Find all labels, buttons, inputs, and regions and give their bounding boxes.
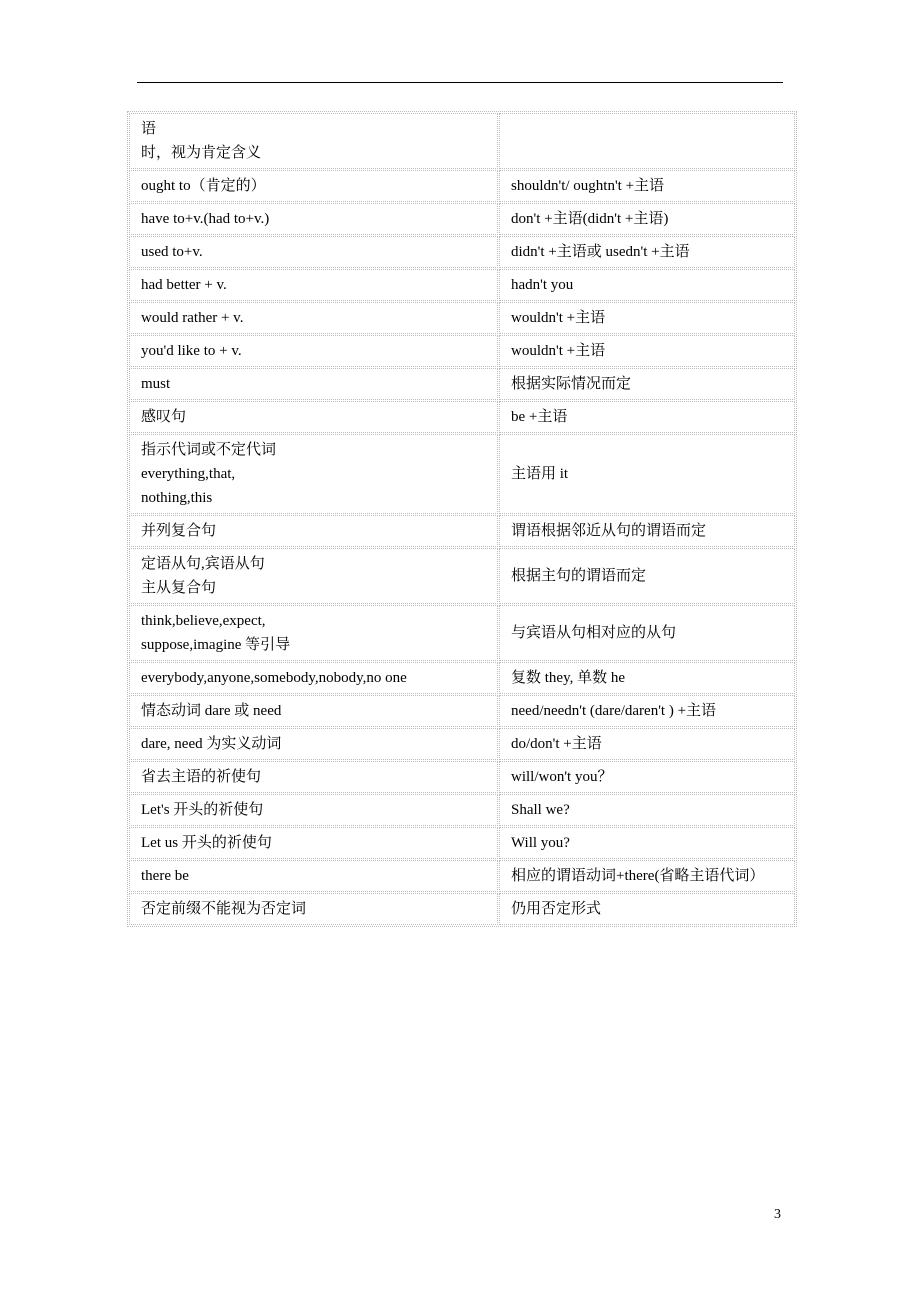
tag-question-cell: didn't +主语或 usedn't +主语 <box>499 236 795 268</box>
table-row <box>129 368 795 400</box>
structure-cell: there be <box>129 860 498 892</box>
structure-cell: 感叹句 <box>129 401 498 433</box>
table-row <box>129 401 795 433</box>
table-row <box>129 548 795 604</box>
grammar-table <box>127 111 797 927</box>
page-number: 3 <box>774 1207 781 1222</box>
table-row <box>129 662 795 694</box>
table-row <box>129 794 795 826</box>
tag-question-cell: need/needn't (dare/daren't ) +主语 <box>499 695 795 727</box>
table-row <box>129 269 795 301</box>
table-row <box>129 827 795 859</box>
table-row <box>129 302 795 334</box>
structure-cell: 省去主语的祈使句 <box>129 761 498 793</box>
table-body <box>129 113 795 925</box>
table-row <box>129 113 795 169</box>
tag-question-cell: 相应的谓语动词+there(省略主语代词） <box>499 860 795 892</box>
structure-cell: 指示代词或不定代词 everything,that, nothing,this <box>129 434 498 514</box>
table-row <box>129 434 795 514</box>
tag-question-cell: be +主语 <box>499 401 795 433</box>
table-row <box>129 236 795 268</box>
table-row <box>129 605 795 661</box>
tag-question-cell: hadn't you <box>499 269 795 301</box>
structure-cell: had better + v. <box>129 269 498 301</box>
structure-cell: ought to（肯定的） <box>129 170 498 202</box>
tag-question-cell: Will you? <box>499 827 795 859</box>
table-row <box>129 203 795 235</box>
structure-cell: 否定前缀不能视为否定词 <box>129 893 498 925</box>
tag-question-cell: 根据实际情况而定 <box>499 368 795 400</box>
structure-cell: used to+v. <box>129 236 498 268</box>
table-row <box>129 728 795 760</box>
structure-cell: would rather + v. <box>129 302 498 334</box>
tag-question-cell: do/don't +主语 <box>499 728 795 760</box>
tag-question-cell: don't +主语(didn't +主语) <box>499 203 795 235</box>
table-row <box>129 761 795 793</box>
tag-question-cell: 复数 they, 单数 he <box>499 662 795 694</box>
structure-cell: Let us 开头的祈使句 <box>129 827 498 859</box>
table-row <box>129 170 795 202</box>
structure-cell: have to+v.(had to+v.) <box>129 203 498 235</box>
table-row <box>129 695 795 727</box>
structure-cell: 并列复合句 <box>129 515 498 547</box>
structure-cell: 语 时，视为肯定含义 <box>129 113 498 169</box>
structure-cell: Let's 开头的祈使句 <box>129 794 498 826</box>
tag-question-cell: wouldn't +主语 <box>499 335 795 367</box>
table-row <box>129 335 795 367</box>
table-row <box>129 860 795 892</box>
structure-cell: 情态动词 dare 或 need <box>129 695 498 727</box>
structure-cell: everybody,anyone,somebody,nobody,no one <box>129 662 498 694</box>
tag-question-cell: will/won't you？ <box>499 761 795 793</box>
tag-question-cell: 与宾语从句相对应的从句 <box>499 605 795 661</box>
tag-question-cell: wouldn't +主语 <box>499 302 795 334</box>
tag-question-cell: Shall we? <box>499 794 795 826</box>
table-row <box>129 515 795 547</box>
tag-question-cell: shouldn't/ oughtn't +主语 <box>499 170 795 202</box>
tag-question-cell: 仍用否定形式 <box>499 893 795 925</box>
header-rule <box>137 82 783 83</box>
structure-cell: must <box>129 368 498 400</box>
tag-question-cell <box>499 113 795 169</box>
table-row <box>129 893 795 925</box>
structure-cell: think,believe,expect, suppose,imagine 等引导 <box>129 605 498 661</box>
tag-question-cell: 主语用 it <box>499 434 795 514</box>
structure-cell: dare, need 为实义动词 <box>129 728 498 760</box>
tag-question-cell: 根据主句的谓语而定 <box>499 548 795 604</box>
structure-cell: you'd like to + v. <box>129 335 498 367</box>
tag-question-cell: 谓语根据邻近从句的谓语而定 <box>499 515 795 547</box>
structure-cell: 定语从句,宾语从句 主从复合句 <box>129 548 498 604</box>
